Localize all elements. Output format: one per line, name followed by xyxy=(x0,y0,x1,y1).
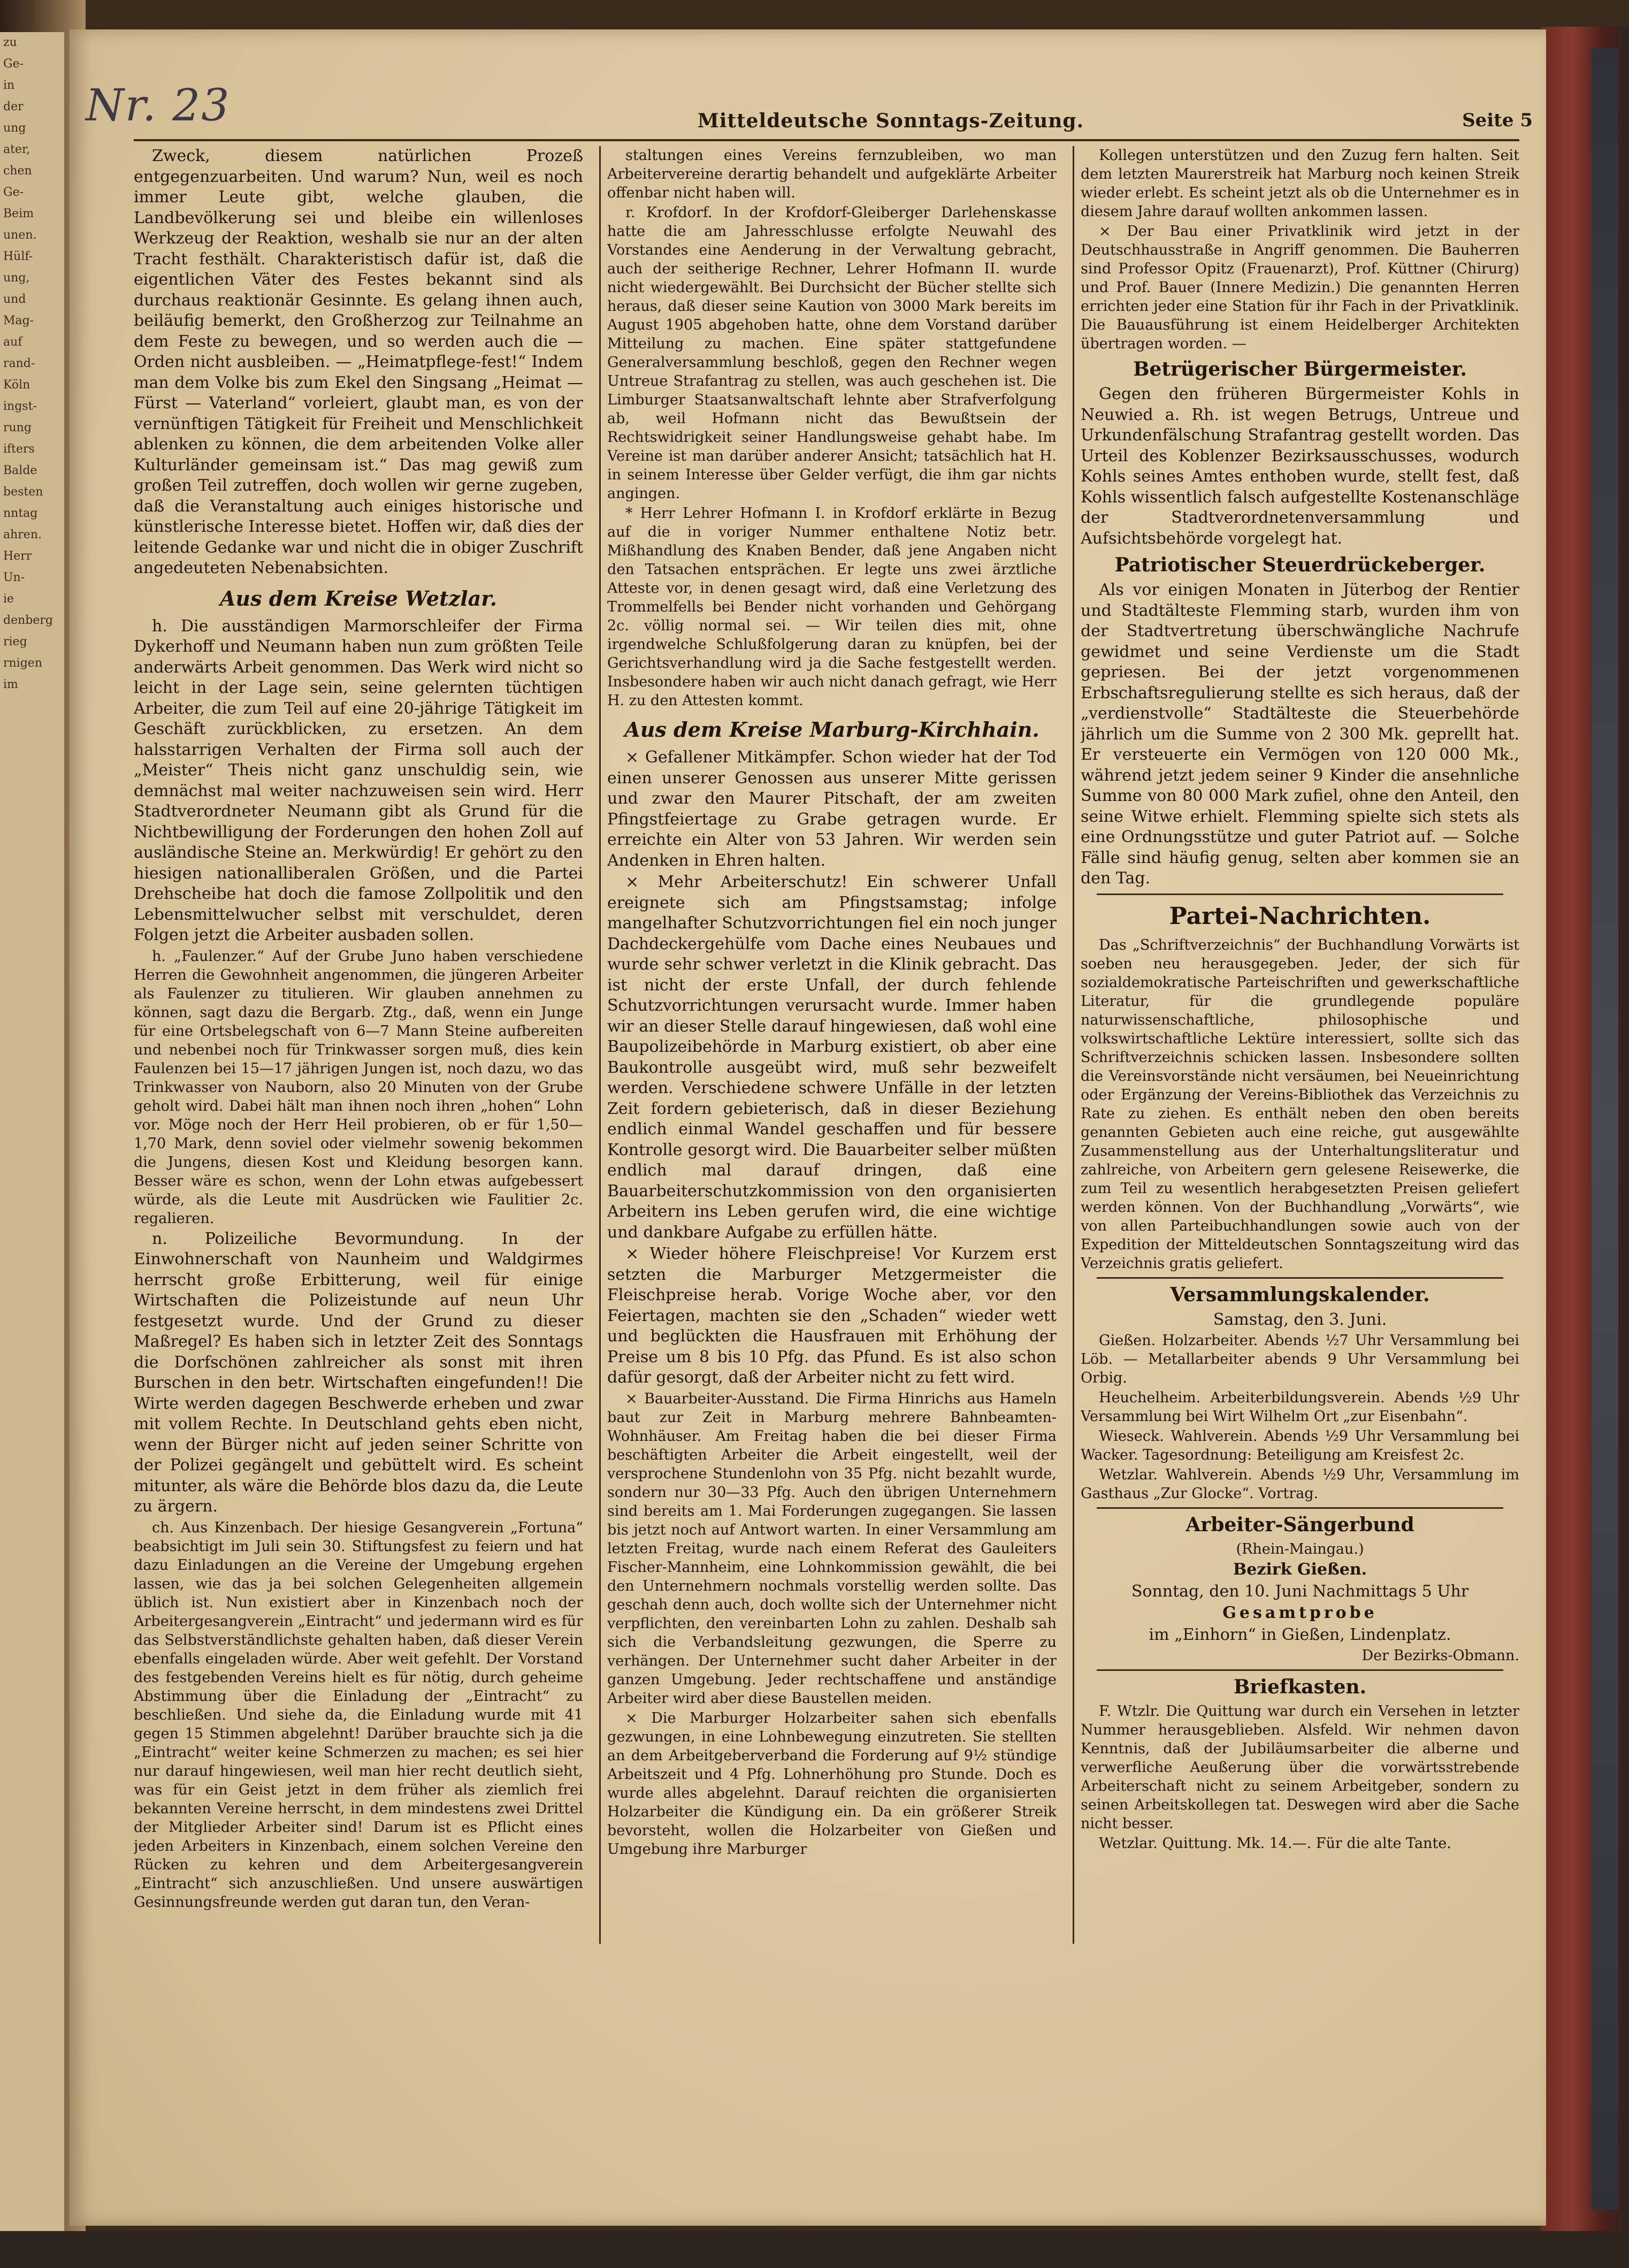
divider xyxy=(1097,1669,1503,1671)
margin-fragment: Balde xyxy=(3,464,37,477)
margin-fragment: rung xyxy=(3,421,32,434)
margin-fragment: Ge- xyxy=(3,186,24,199)
margin-fragment: unen. xyxy=(3,228,37,242)
signature-line: Der Bezirks-Obmann. xyxy=(1362,1647,1519,1664)
margin-fragment: und xyxy=(3,293,26,306)
margin-fragment: zu xyxy=(3,36,17,49)
calendar-entry: Wieseck. Wahlverein. Abends ½9 Uhr Versammlung bei Wacker. Tagesordnung: Beteiligung am Kreisfest 2c. xyxy=(1081,1428,1519,1463)
margin-fragment: Beim xyxy=(3,207,34,220)
margin-fragment: ung xyxy=(3,121,26,135)
article-paragraph: × Die Marburger Holzarbeiter sahen sich ebenfalls gezwungen, in eine Lohnbewegung einzutreten. Sie stellten an dem Arbeitgeberverband die Forderung auf 9½ stündige Arbeitszeit und 4 Pfg. Lohnerhöhung pro Stunde. Doch es wurde alles abgelehnt. Darauf reichten die organisierten Holzarbeiter die Kündigung ein. Da ein größerer Streik bevorsteht, wollen die Holzarbeiter von Gießen und Umgebung ihre Marburger xyxy=(607,1709,1057,1858)
article-paragraph: r. Krofdorf. In der Krofdorf-Gleiberger Darlehenskasse hatte die am Jahresschlusse erfolgte Neuwahl des Vorstandes eine Aenderung in der Verwaltung gebracht, auch der seitherige Rechner, Lehrer Hofmann II. wurde nicht wiedergewählt. Bei Durchsicht der Bücher stellte sich heraus, daß dieser seine Kaution von 3000 Mark bereits im August 1905 abgehoben hatte, ohne dem Vorstand darüber Mitteilung zu machen. Eine später stattgefundene Generalversammlung beschloß, gegen den Rechner wegen Untreue Strafantrag zu stellen, was auch geschehen ist. Die Limburger Staatsanwaltschaft lehnte aber Strafverfolgung ab, weil Hofmann nicht das Bewußtsein der Rechtswidrigkeit seiner Handlungsweise gehabt habe. Im Vereine ist man darüber anderer Ansicht; tatsächlich hat H. in seinem Interesse über Gelder verfügt, die ihm gar nichts angingen. xyxy=(607,204,1057,502)
margin-fragment: im xyxy=(3,678,18,691)
margin-fragment: Un- xyxy=(3,571,25,584)
article-paragraph: × Bauarbeiter-Ausstand. Die Firma Hinrichs aus Hameln baut zur Zeit in Marburg mehrere Bahnbeamten-Wohnhäuser. Am Freitag haben die bei dieser Firma beschäftigten Arbeiter die Arbeit eingestellt, weil der versprochene Stundenlohn von 35 Pfg. nicht bezahlt wurde, sondern nur 30—33 Pfg. Auch den übrigen Unternehmern sind bereits am 1. Mai Forderungen zugegangen. Sie lassen bis jetzt noch auf Antwort warten. In einer Versammlung am letzten Freitag, wurde nach einem Referat des Gauleiters Fischer-Mannheim, eine Lohnkommission gewählt, die bei den Unternehmern nochmals vorstellig werden sollte. Das geschah denn auch, doch wollte sich der Unternehmer nicht verpflichten, den vereinbarten Lohn zu zahlen. Deshalb sah sich die Verbandsleitung gezwungen, die Sperre zu verhängen. Der Unternehmer sucht daher Arbeiter in der ganzen Umgebung. Jeder rechtschaffene und anständige Arbeiter wird aber diese Baustellen meiden. xyxy=(607,1390,1057,1707)
column-divider xyxy=(599,146,601,1944)
margin-fragment: ahren. xyxy=(3,528,42,541)
article-paragraph: h. „Faulenzer.“ Auf der Grube Juno haben verschiedene Herren die Gewohnheit angenommen, die jüngeren Arbeiter als Faulenzer zu titulieren. Wir glauben annehmen zu können, sagt dazu die Bergarb. Ztg., daß, wenn ein Junge für eine Ortsbelegschaft von 6—7 Mann Steine aufbereiten und nebenbei noch für Trinkwasser sorgen muß, dies kein Faulenzen bei 15—17 jährigen Jungen ist, noch dazu, wo das Trinkwasser von Nauborn, also 20 Minuten von der Grube geholt wird. Dabei hält man ihnen noch ihren „hohen“ Lohn vor. Möge noch der Herr Heil probieren, ob er für 1,50—1,70 Mark, denn soviel oder vielmehr sowenig bekommen die Jungens, diesen Kost und Kleidung besorgen kann. Besser wäre es schon, wenn der Lohn etwas aufgebessert würde, als die Leute mit Ausdrücken wie Faulitier 2c. regalieren. xyxy=(134,948,583,1227)
margin-fragment: Herr xyxy=(3,549,32,563)
column-divider xyxy=(1073,146,1074,1944)
mailbox-entry: F. Wtzlr. Die Quittung war durch ein Versehen in letzter Nummer herausgeblieben. Alsfeld. Wir nehmen davon Kenntnis, daß der Jubiläumsarbeiter die alberne und verwerfliche Aeußerung über die vorwärtsstrebende Arbeiterschaft nicht zu seinem Arbeitgeber, sondern zu seinen Arbeitskollegen tat. Deswegen wird aber die Sache nicht besser. xyxy=(1081,1703,1519,1832)
margin-fragment: ingst- xyxy=(3,400,37,413)
article-paragraph: staltungen eines Vereins fernzubleiben, wo man Arbeitervereine derartig behandelt und aufgeklärte Arbeiter offenbar nicht haben will. xyxy=(607,147,1057,201)
binding-lining xyxy=(1592,48,1618,2210)
section-heading: Aus dem Kreise Wetzlar. xyxy=(219,586,498,610)
article-paragraph: Zweck, diesem natürlichen Prozeß entgegenzuarbeiten. Und warum? Nun, weil es noch immer Leute gibt, welche glauben, die Landbevölkerung sei und bleibe ein willenloses Werkzeug der Reaktion, weshalb sie nur an der alten Tracht festhält. Charakteristisch dafür ist, daß die eigentlichen Väter des Festes bekannt sind als durchaus reaktionär Gesinnte. Es gelang ihnen auch, beiläufig bemerkt, den Großherzog zur Teilnahme an dem Feste zu bewegen, und so werden auch die — Orden nicht ausbleiben. — „Heimatpflege-fest!“ Indem man dem Volke bis zum Ekel den Singsang „Heimat — Fürst — Vaterland“ vorleiert, glaubt man, es von der vernünftigen Tätigkeit für Freiheit und Menschlichkeit ablenken zu können, die dem arbeitenden Volke aller Kulturländer gemeinsam ist.“ Das mag gewiß zum großen Teil zutreffen, doch wollen wir gerne zugeben, daß die Veranstaltung auch einiges historische und künstlerische Interesse bietet. Hoffen wir, daß dies der leitende Gedanke war und nicht die in obiger Zuschrift angedeuteten Nebenabsichten. xyxy=(134,147,583,577)
article-paragraph: × Mehr Arbeiterschutz! Ein schwerer Unfall ereignete sich am Pfingstsamstag; infolge mangelhafter Schutzvorrichtungen fiel ein noch junger Dachdeckergehülfe vom Dache eines Neubaues und wurde sehr schwer verletzt in die Klinik gebracht. Das ist nicht der erste Unfall, der durch fehlende Schutzvorrichtungen verursacht wurde. Immer haben wir an dieser Stelle darauf hingewiesen, daß wohl eine Baupolizeibehörde in Marburg existiert, ob aber eine Baukontrolle ausgeübt wird, muß sehr bezweifelt werden. Verschiedene schwere Unfälle in der letzten Zeit fordern gebieterisch, daß in dieser Beziehung endlich einmal Wandel geschaffen und für bessere Kontrolle gesorgt wird. Die Bauarbeiter selber müßten endlich mal darauf dringen, daß eine Bauarbeiterschutzkommission von den organisierten Arbeitern ins Leben gerufen wird, die eine wichtige und dankbare Aufgabe zu erfüllen hätte. xyxy=(607,873,1057,1242)
calendar-entry: Wetzlar. Wahlverein. Abends ½9 Uhr, Versammlung im Gasthaus „Zur Glocke“. Vortrag. xyxy=(1081,1467,1519,1502)
divider xyxy=(1097,1277,1503,1279)
margin-fragment: ater, xyxy=(3,143,30,156)
column-2 xyxy=(607,146,1057,1944)
margin-fragment: Köln xyxy=(3,378,30,392)
margin-fragment: besten xyxy=(3,485,43,499)
mailbox-entry: Wetzlar. Quittung. Mk. 14.—. Für die alte Tante. xyxy=(1099,1835,1451,1852)
margin-fragment: ung, xyxy=(3,271,30,285)
calendar-entry: Heuchelheim. Arbeiterbildungsverein. Abends ½9 Uhr Versammlung bei Wirt Wilhelm Ort „zur Eisenbahn“. xyxy=(1081,1389,1519,1425)
bottom-shadow xyxy=(0,2231,1629,2268)
margin-fragment: rieg xyxy=(3,635,27,648)
margin-fragment: der xyxy=(3,100,24,113)
announcement-line: Gesamtprobe xyxy=(1222,1603,1378,1622)
announcement-line: im „Einhorn“ in Gießen, Lindenplatz. xyxy=(1149,1625,1451,1644)
column-3 xyxy=(1081,146,1519,1944)
section-heading: Partei-Nachrichten. xyxy=(1169,902,1431,930)
subheading: (Rhein-Maingau.) xyxy=(1236,1541,1364,1557)
article-paragraph: × Der Bau einer Privatklinik wird jetzt in der Deutschhausstraße in Angriff genommen. Die Bauherren sind Professor Opitz (Frauenarzt), Prof. Küttner (Chirurg) und Prof. Bauer (Innere Medizin.) Die genannten Herren errichten jeder eine Station für ihr Fach in der Privatklinik. Die Bauausführung ist einem Heidelberger Architekten übertragen worden. — xyxy=(1081,223,1519,352)
margin-fragment: ifters xyxy=(3,442,35,456)
margin-fragment: rnigen xyxy=(3,656,42,670)
previous-page-edge xyxy=(0,32,64,2242)
calendar-entry: Gießen. Holzarbeiter. Abends ½7 Uhr Versammlung bei Löb. — Metallarbeiter abends 9 Uhr Versammlung bei Orbig. xyxy=(1081,1332,1519,1386)
divider xyxy=(1097,894,1503,895)
margin-fragment: Mag- xyxy=(3,314,34,327)
divider xyxy=(1097,1507,1503,1509)
margin-fragment: Ge- xyxy=(3,57,24,71)
article-paragraph: Kollegen unterstützen und den Zuzug fern halten. Seit dem letzten Maurerstreik hat Marburg noch keinen Streik wieder erlebt. Es scheint jetzt als ob die Unternehmer es in diesem Jahre darauf wollten ankommen lassen. xyxy=(1081,147,1519,220)
section-heading: Aus dem Kreise Marburg-Kirchhain. xyxy=(624,717,1039,742)
margin-fragment: denberg xyxy=(3,614,53,627)
announcement-line: Sonntag, den 10. Juni Nachmittags 5 Uhr xyxy=(1131,1582,1469,1601)
article-paragraph: ch. Aus Kinzenbach. Der hiesige Gesangverein „Fortuna“ beabsichtigt im Juli sein 30. Stiftungsfest zu feiern und hat dazu Einladungen an die Vereine der Umgebung ergehen lassen, wie das ja bei solchen Gelegenheiten allgemein üblich ist. Nun existiert aber in Kinzenbach noch der Arbeitergesangverein „Eintracht“ und jedermann wird es für das Selbstverständlichste gehalten haben, daß dieser Verein ebenfalls eingeladen würde. Aber weit gefehlt. Der Vorstand des festgebenden Vereins hielt es für nötig, durch geheime Abstimmung über die Einladung der „Eintracht“ zu beschließen. Und siehe da, die Einladung wurde mit 41 gegen 15 Stimmen abgelehnt! Darüber brauchte sich ja die „Eintracht“ weiter keine Schmerzen zu machen; es sei hier nur darauf hingewiesen, weil man hier recht deutlich sieht, was für ein Geist jetzt in dem früher als ziemlich frei bekannten Vereine herrscht, in dem mindestens zwei Drittel der Mitglieder Arbeiter sind! Darum ist es Pflicht eines jeden Arbeiters in Kinzenbach, einem solchen Vereine den Rücken zu kehren und dem Arbeitergesangverein „Eintracht“ sich anzuschließen. Und unsere auswärtigen Gesinnungsfreunde werden gut daran tun, den Veran- xyxy=(134,1519,583,1911)
binding-edge-right xyxy=(1541,27,1629,2236)
subheading: Bezirk Gießen. xyxy=(1233,1560,1367,1579)
margin-fragment: nntag xyxy=(3,507,38,520)
article-paragraph: Gegen den früheren Bürgermeister Kohls in Neuwied a. Rh. ist wegen Betrugs, Untreue und Urkundenfälschung Strafantrag gestellt worden. Das Urteil des Koblenzer Bezirksausschusses, wodurch Kohls seines Amtes enthoben wurde, stellt fest, daß Kohls wissentlich falsch aufgestellte Kostenanschläge der Stadtverordnetenversammlung und Aufsichtsbehörde vorgelegt hat. xyxy=(1081,385,1519,548)
section-heading: Betrügerischer Bürgermeister. xyxy=(1133,358,1467,380)
article-paragraph: × Wieder höhere Fleischpreise! Vor Kurzem erst setzten die Marburger Metzgermeister die Fleischpreise herab. Vorige Woche aber, vor den Feiertagen, machten sie den „Schaden“ wieder wett und beglückten die Hausfrauen mit Erhöhung der Preise um 8 bis 10 Pfg. das Pfund. Es ist also schon dafür gesorgt, daß der Arbeiter nicht zu fett wird. xyxy=(607,1244,1057,1387)
calendar-date: Samstag, den 3. Juni. xyxy=(1213,1310,1387,1329)
article-paragraph: Als vor einigen Monaten in Jüterbog der Rentier und Stadtälteste Flemming starb, wurden ihm von der Stadtvertretung überschwängliche Nachrufe gewidmet und seine Verdienste um die Stadt gepriesen. Bei der jetzt vorgenommenen Erbschaftsregulierung stellte es sich heraus, daß der „verdienstvolle“ Stadtälteste die Steuerbehörde jährlich um die Summe von 2 300 Mk. geprellt hat. Er versteuerte ein Vermögen von 120 000 Mk., während jetzt jedem seiner 9 Kinder die ansehnliche Summe von 80 000 Mark zufiel, ohne den Anteil, den seine Witwe erhielt. Flemming spielte sich stets als eine Ordnungsstütze und guter Patriot auf. — Solche Fälle sind häufig genug, selten aber kommen sie an den Tag. xyxy=(1081,581,1519,888)
section-heading: Patriotischer Steuerdrückeberger. xyxy=(1114,554,1486,576)
section-heading: Briefkasten. xyxy=(1233,1676,1367,1698)
article-paragraph: h. Die ausständigen Marmorschleifer der Firma Dykerhoff und Neumann haben nun zum größten Teile anderwärts Arbeit genommen. Das Werk wird nicht so leicht in der Lage sein, seine gelernten tüchtigen Arbeiter, die zum Teil auf eine 20-jährige Tätigkeit im Geschäft zurückblicken, zu ersetzen. An dem halsstarrigen Verhalten der Firma soll auch der „Meister“ Theis nicht ganz unschuldig sein, wie demnächst mal weiter nachzuweisen sein wird. Herr Stadtverordneter Neumann gibt als Grund für die Nichtbewilligung der Forderungen den hohen Zoll auf ausländische Steine an. Merkwürdig! Er gehört zu den hiesigen nationalliberalen Größen, und die Partei Drehscheibe hat doch die famose Zollpolitik und den Lebensmittelwucher selbst mit verschuldet, deren Folgen jetzt die Arbeiter ausbaden sollen. xyxy=(134,616,583,944)
margin-fragment: Hülf- xyxy=(3,250,33,263)
margin-fragment: rand- xyxy=(3,357,35,370)
handwritten-note: Nr. 23 xyxy=(86,80,231,131)
header-rule xyxy=(134,139,1519,141)
page-number: Seite 5 xyxy=(1462,110,1533,131)
margin-fragment: chen xyxy=(3,164,32,178)
margin-fragment: in xyxy=(3,79,15,92)
column-1 xyxy=(134,146,583,1944)
margin-fragment: ie xyxy=(3,592,14,606)
article-paragraph: * Herr Lehrer Hofmann I. in Krofdorf erklärte in Bezug auf die in voriger Nummer enthaltene Notiz betr. Mißhandlung des Knaben Bender, daß jene Angaben nicht den Tatsachen entsprächen. Er legte uns zwei ärztliche Atteste vor, in denen gesagt wird, daß eine Verletzung des Trommelfells bei Bender nicht vorhanden und Gehörgang 2c. völlig normal sei. — Wir teilen dies mit, ohne irgendwelche Schlußfolgerung daran zu knüpfen, bei der Gerichtsverhandlung wird ja die Sache festgestellt werden. Insbesondere haben wir auch nicht danach gefragt, wie Herr H. zu den Attesten kommt. xyxy=(607,505,1057,709)
newspaper-page xyxy=(70,29,1546,2226)
section-heading: Arbeiter-Sängerbund xyxy=(1186,1514,1414,1536)
margin-fragment: auf xyxy=(3,335,22,349)
article-paragraph: Das „Schriftverzeichnis“ der Buchhandlung Vorwärts ist soeben neu herausgegeben. Jeder, der sich für sozialdemokratische Parteischriften und gewerkschaftliche Literatur, für die grundlegende populäre naturwissenschaftliche, philosophische und volkswirtschaftliche Lektüre interessiert, sollte sich das Schriftverzeichnis schicken lassen. Insbesondere sollten die Vereinsvorstände nicht versäumen, bei Neueinrichtung oder Ergänzung der Vereins-Bibliothek das Verzeichnis zu Rate zu ziehen. Es enthält neben den oben bereits genannten Gebieten auch eine reiche, gut ausgewählte Zusammenstellung aus der Unterhaltungsliteratur und zahlreiche, von Arbeitern gern gelesene Reisewerke, die zum Teil zu wesentlich herabgesetzten Preisen geliefert werden können. Von der Buchhandlung „Vorwärts“, wie von allen Parteibuchhandlungen sowie auch von der Expedition der Mitteldeutschen Sonntagszeitung wird das Verzeichnis gratis geliefert. xyxy=(1081,936,1519,1272)
article-paragraph: n. Polizeiliche Bevormundung. In der Einwohnerschaft von Naunheim und Waldgirmes herrscht große Erbitterung, weil für einige Wirtschaften die Polizeistunde auf neun Uhr festgesetzt wurde. Und der Grund zu dieser Maßregel? Es haben sich in letzter Zeit des Sonntags die Dorfschönen zahlreicher als sonst mit ihren Burschen in den betr. Wirtschaften eingefunden!! Die Wirte werden dagegen Beschwerde erheben und zwar mit vollem Rechte. In Deutschland gehts eben nicht, wenn der Bürger nicht auf jeden seiner Schritte von der Polizei gegängelt und gebüttelt wird. Es scheint mitunter, als wäre die Behörde blos dazu da, die Leute zu ärgern. xyxy=(134,1229,583,1516)
article-paragraph: × Gefallener Mitkämpfer. Schon wieder hat der Tod einen unserer Genossen aus unserer Mitte gerissen und zwar den Maurer Pitschaft, der am zweiten Pfingstfeiertage zu Grabe getragen wurde. Er erreichte ein Alter von 53 Jahren. Wir werden sein Andenken in Ehren halten. xyxy=(607,748,1057,870)
section-heading: Versammlungskalender. xyxy=(1170,1283,1430,1306)
masthead: Mitteldeutsche Sonntags-Zeitung. xyxy=(697,110,1084,132)
